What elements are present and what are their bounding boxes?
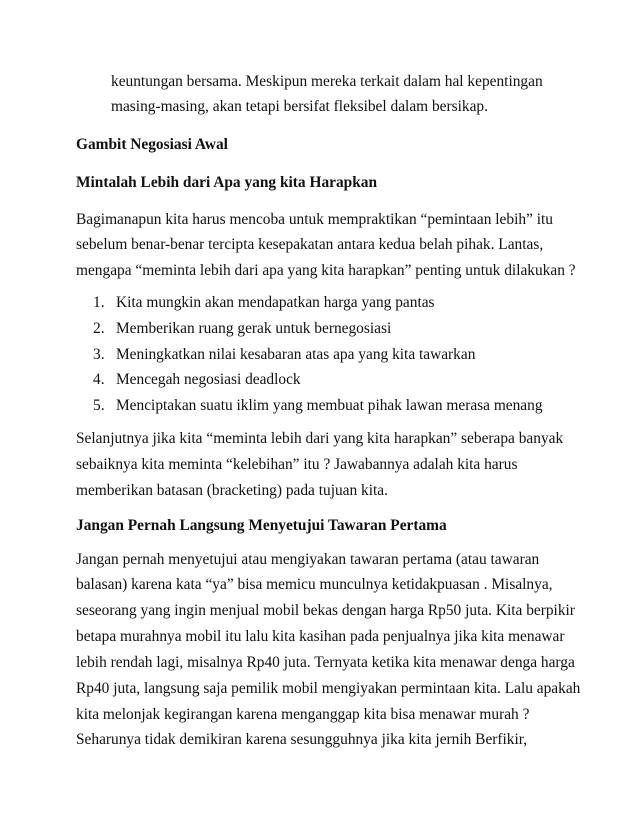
section-heading: Gambit Negosiasi Awal <box>76 136 228 153</box>
paragraph-line: mengapa “meminta lebih dari apa yang kita harapkan” penting untuk dilakukan ? <box>76 262 576 279</box>
paragraph-line: Selanjutnya jika kita “meminta lebih dari yang kita harapkan” seberapa banyak <box>76 430 564 447</box>
list-item-number: 4. <box>93 371 105 388</box>
subsection-heading: Mintalah Lebih dari Apa yang kita Harapkan <box>76 174 378 191</box>
paragraph-line: Bagimanapun kita harus mencoba untuk mempraktikan “pemintaan lebih” itu <box>76 211 553 228</box>
paragraph-line: betapa murahnya mobil itu lalu kita kasihan pada penjualnya jika kita menawar <box>76 628 565 645</box>
paragraph-line: sebelum benar-benar tercipta kesepakatan antara kedua belah pihak. Lantas, <box>76 236 544 253</box>
list-item: Kita mungkin akan mendapatkan harga yang pantas <box>116 294 435 311</box>
intro-line-1: keuntungan bersama. Meskipun mereka terkait dalam hal kepentingan <box>111 73 543 90</box>
list-item: Menciptakan suatu iklim yang membuat pihak lawan merasa menang <box>116 397 543 414</box>
list-item-number: 3. <box>93 346 105 363</box>
paragraph-line: seseorang yang ingin menjual mobil bekas dengan harga Rp50 juta. Kita berpikir <box>76 602 575 619</box>
paragraph-line: sebaiknya kita meminta “kelebihan” itu ? Jawabannya adalah kita harus <box>76 456 518 473</box>
paragraph-line: balasan) karena kata “ya” bisa memicu munculnya ketidakpuasan . Misalnya, <box>76 576 553 593</box>
subsection-heading: Jangan Pernah Langsung Menyetujui Tawaran Pertama <box>76 517 447 534</box>
list-item: Memberikan ruang gerak untuk bernegosiasi <box>116 320 392 337</box>
paragraph-line: kita melonjak kegirangan karena menganggap kita bisa menawar murah ? <box>76 706 530 723</box>
paragraph-line: Jangan pernah menyetujui atau mengiyakan tawaran pertama (atau tawaran <box>76 551 540 568</box>
paragraph-line: memberikan batasan (bracketing) pada tujuan kita. <box>76 482 388 499</box>
list-item-number: 5. <box>93 397 105 414</box>
paragraph-line: lebih rendah lagi, misalnya Rp40 juta. Ternyata ketika kita menawar denga harga <box>76 654 575 671</box>
paragraph-line: Seharunya tidak demikiran karena sesungguhnya jika kita jernih Berfikir, <box>76 731 528 748</box>
paragraph-line: Rp40 juta, langsung saja pemilik mobil mengiyakan permintaan kita. Lalu apakah <box>76 680 581 697</box>
list-item: Meningkatkan nilai kesabaran atas apa yang kita tawarkan <box>116 346 476 363</box>
list-item-number: 2. <box>93 320 105 337</box>
list-item: Mencegah negosiasi deadlock <box>116 371 301 388</box>
intro-line-2: masing-masing, akan tetapi bersifat fleksibel dalam bersikap. <box>111 98 488 115</box>
list-item-number: 1. <box>93 294 105 311</box>
